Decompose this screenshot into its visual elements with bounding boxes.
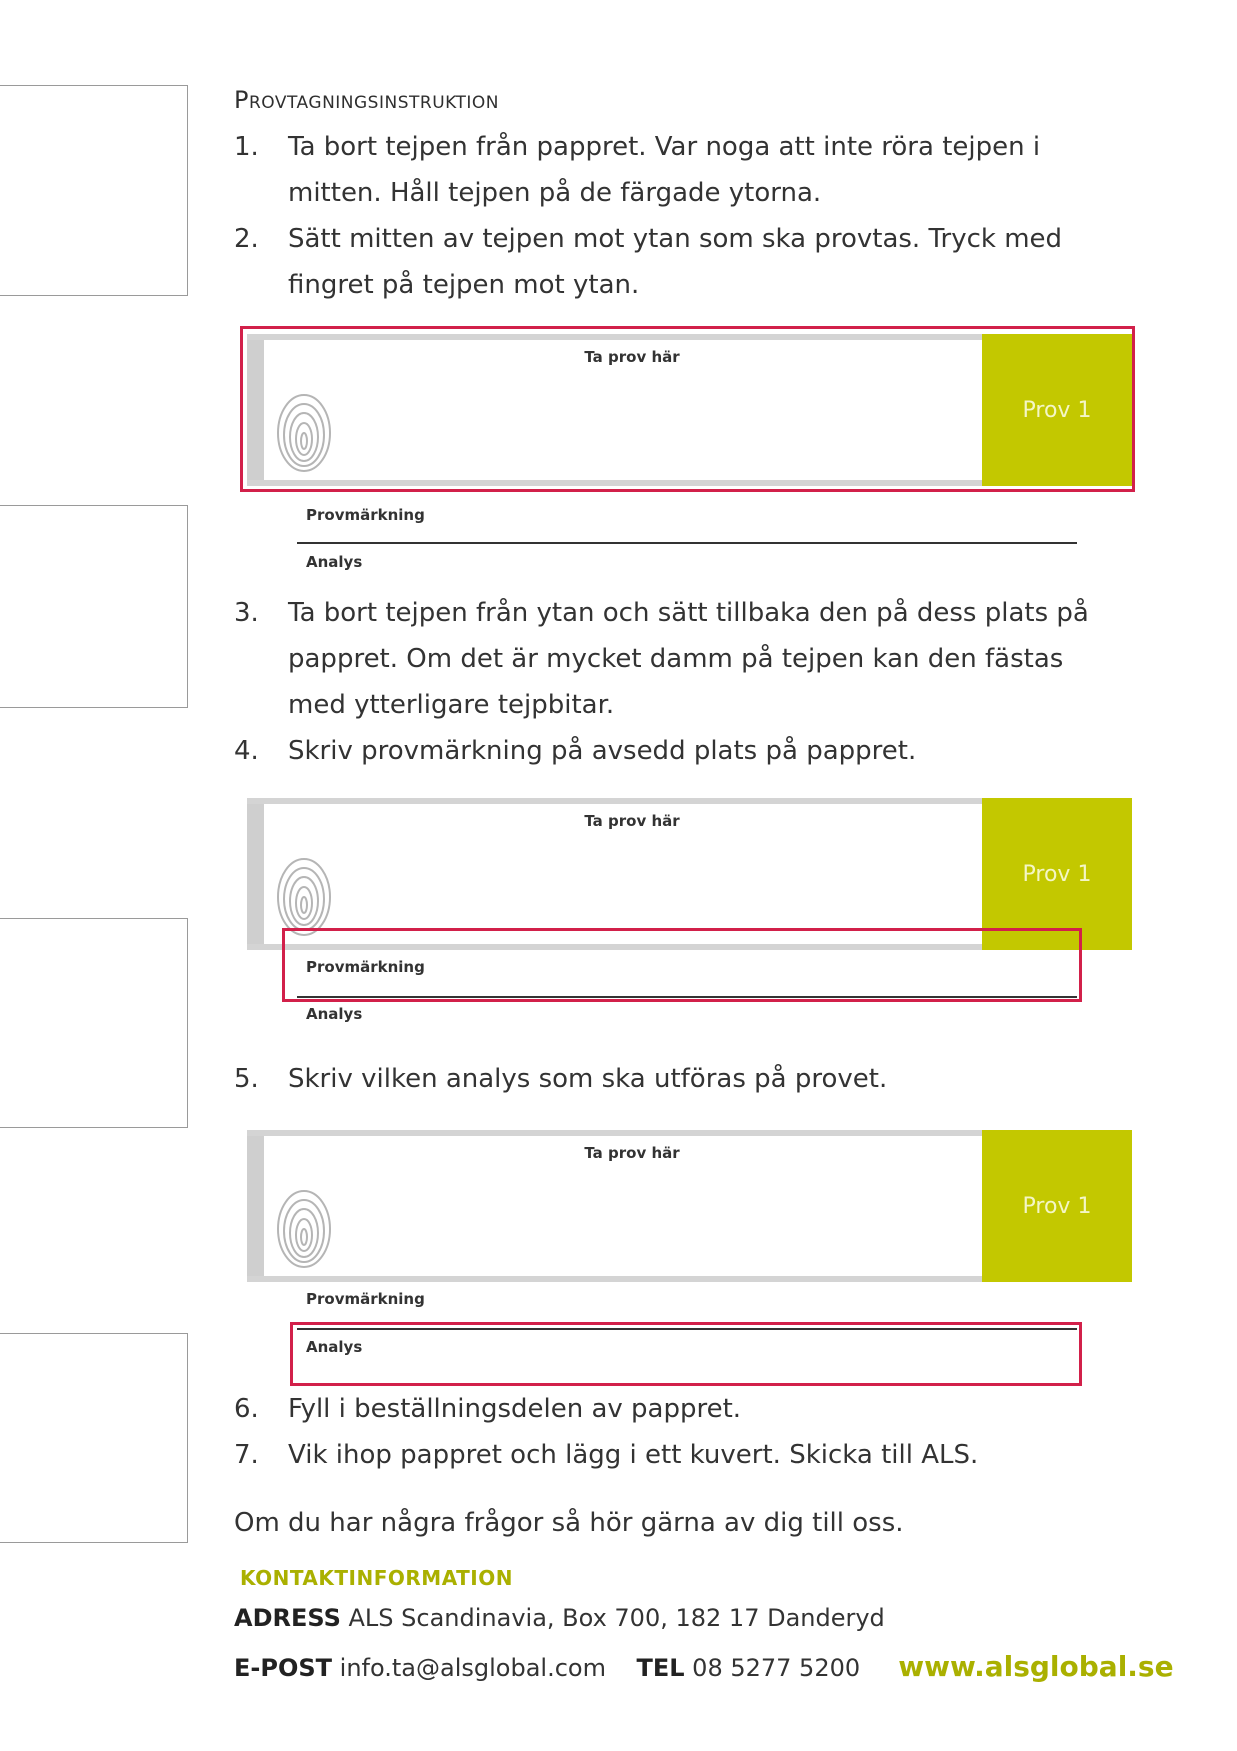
step-7	[234, 1432, 1114, 1478]
step-2	[234, 216, 1154, 308]
step-text: Ta bort tejpen från ytan och sätt tillbaka den på dess plats på pappret. Om det är mycket damm på tejpen kan den fästas med ytterligare tejpbitar.	[288, 598, 1089, 720]
step-number: 6.	[234, 1394, 259, 1424]
highlight-frame	[282, 928, 1082, 1002]
tape-edge	[247, 798, 264, 950]
phone-value: 08 5277 5200	[692, 1654, 861, 1682]
address-label: ADRESS	[234, 1604, 341, 1632]
step-6	[234, 1386, 1114, 1432]
sample-color-tab: Prov 1	[982, 798, 1132, 950]
step-text: Skriv vilken analys som ska utföras på provet.	[288, 1064, 888, 1094]
marking-label: Provmärkning	[306, 1290, 425, 1308]
step-number: 1.	[234, 132, 259, 162]
side-box	[0, 85, 188, 296]
highlight-frame	[240, 326, 1135, 492]
email-value[interactable]: info.ta@alsglobal.com	[339, 1654, 606, 1682]
side-box	[0, 918, 188, 1128]
sample-area-label: Ta prov här	[584, 1144, 680, 1162]
page-title: Provtagningsinstruktion	[234, 86, 499, 114]
marking-label: Provmärkning	[306, 958, 425, 976]
sample-area-label: Ta prov här	[584, 812, 680, 830]
step-text: Fyll i beställningsdelen av pappret.	[288, 1394, 742, 1424]
closing-text: Om du har några frågor så hör gärna av dig till oss.	[234, 1508, 904, 1538]
step-number: 7.	[234, 1440, 259, 1470]
analysis-label: Analys	[306, 1005, 363, 1023]
highlight-frame	[290, 1322, 1082, 1386]
step-text: Sätt mitten av tejpen mot ytan som ska provtas. Tryck med fingret på tejpen mot ytan.	[288, 224, 1063, 300]
side-box	[0, 505, 188, 708]
tape-illustration-3	[247, 1130, 1132, 1282]
tape-border	[247, 1130, 989, 1136]
step-5	[234, 1056, 1114, 1102]
contact-details-line	[234, 1650, 1174, 1683]
side-box	[0, 1333, 188, 1543]
step-text: Ta bort tejpen från pappret. Var noga att inte röra tejpen i mitten. Håll tejpen på de färgade ytorna.	[288, 132, 1041, 208]
fingerprint-icon	[275, 1188, 333, 1270]
step-text: Skriv provmärkning på avsedd plats på pappret.	[288, 736, 917, 766]
step-number: 2.	[234, 224, 259, 254]
analysis-label: Analys	[306, 1338, 363, 1356]
marking-label: Provmärkning	[306, 506, 425, 524]
step-text: Vik ihop pappret och lägg i ett kuvert. Skicka till ALS.	[288, 1440, 979, 1470]
step-3	[234, 590, 1114, 728]
address-line	[234, 1604, 885, 1632]
analysis-label: Analys	[306, 553, 363, 571]
step-number: 3.	[234, 598, 259, 628]
sample-area-label: Ta prov här	[584, 348, 680, 366]
tape-border	[247, 1276, 989, 1282]
tape-border	[247, 798, 989, 804]
step-number: 5.	[234, 1064, 259, 1094]
contact-heading: KONTAKTINFORMATION	[240, 1566, 513, 1590]
sample-color-tab: Prov 1	[982, 1130, 1132, 1282]
tape-edge	[247, 1130, 264, 1282]
website-link[interactable]: www.alsglobal.se	[898, 1650, 1174, 1683]
step-4	[234, 728, 1114, 774]
sample-color-tab: Prov 1	[982, 334, 1132, 486]
email-label: E-POST	[234, 1654, 333, 1682]
address-value: ALS Scandinavia, Box 700, 182 17 Danderyd	[348, 1604, 885, 1632]
phone-label: TEL	[636, 1654, 685, 1682]
step-number: 4.	[234, 736, 259, 766]
step-1	[234, 124, 1114, 216]
fingerprint-icon	[275, 856, 333, 938]
marking-line	[297, 542, 1077, 544]
